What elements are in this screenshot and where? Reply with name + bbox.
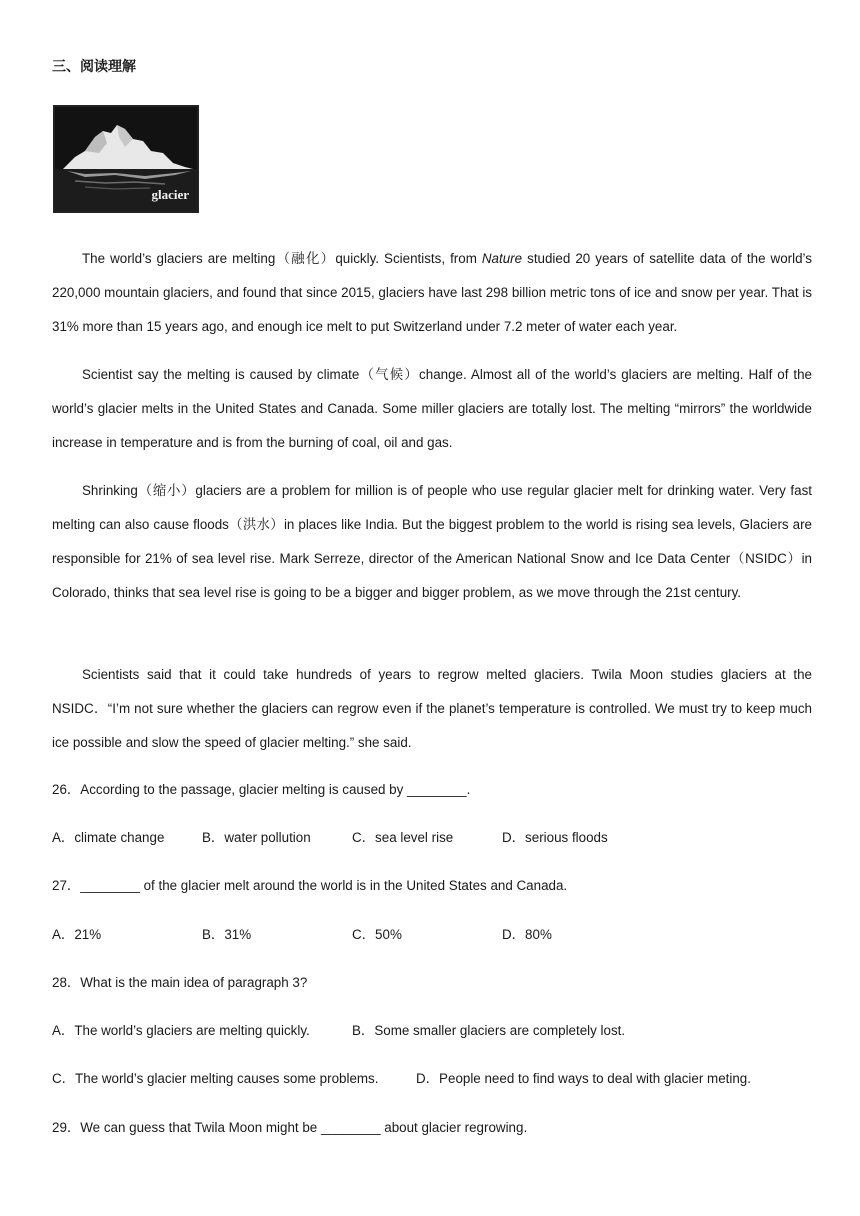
option-c: C．The world’s glacier melting causes some problems. [52,1071,379,1086]
journal-name: Nature [481,251,523,266]
option-d: D．80% [502,927,552,942]
question-28: 28．What is the main idea of paragraph 3? [52,975,308,990]
question-29: 29．We can guess that Twila Moon might be ________ about glacier regrowing. [52,1120,528,1135]
option-b: B．31% [202,927,252,942]
paragraph-1-after: studied 20 years of satellite data of the world’s 220,000 mountain glaciers, and found that since 2015, glaciers have last 298 billion metric tons of ice and snow per year. That is 31% more than 15 years ago, and enough ice melt to put Switzerland under 7.2 meter of water each year. [52,251,812,334]
option-b: B．water pollution [202,830,311,845]
option-b: B．Some smaller glaciers are completely lost. [352,1023,626,1038]
image-caption: glacier [151,187,189,202]
paragraph-4: Scientists said that it could take hundreds of years to regrow melted glaciers. Twila Moon studies glaciers at the NSIDC．“I’m not sure whether the glaciers can regrow even if the planet’s temperature is controlled. We must try to keep much ice possible and slow the speed of glacier melting.” she said. [52,667,812,750]
question-27: 27．________ of the glacier melt around the world is in the United States and Canada. [52,878,568,893]
option-d: D．People need to find ways to deal with glacier meting. [416,1071,751,1086]
option-a: A．The world’s glaciers are melting quickly. [52,1023,310,1038]
option-d: D．serious floods [502,830,608,845]
option-a: A．21% [52,927,102,942]
option-a: A．climate change [52,830,165,845]
question-26: 26．According to the passage, glacier melting is caused by ________. [52,782,471,797]
glacier-image [53,105,199,213]
option-c: C．50% [352,927,402,942]
paragraph-2: Scientist say the melting is caused by climate（气候）change. Almost all of the world’s glaciers are melting. Half of the world’s glacier melts in the United States and Canada. Some miller glaciers are totally lost. The melting “mirrors” the worldwide increase in temperature and is from the burning of coal, oil and gas. [52,367,812,450]
section-title: 三、阅读理解 [52,58,136,74]
paragraph-1-before: The world’s glaciers are melting（融化）quickly. Scientists, from [82,251,482,266]
option-c: C．sea level rise [352,830,454,845]
paragraph-1 [52,242,812,344]
paragraph-3: Shrinking（缩小）glaciers are a problem for million is of people who use regular glacier melt for drinking water. Very fast melting can also cause floods（洪水）in places like India. But the biggest problem to the world is rising sea levels, Glaciers are responsible for 21% of sea level rise. Mark Serreze, director of the American National Snow and Ice Data Center（NSIDC）in Colorado, thinks that sea level rise is going to be a bigger and bigger problem, as we move through the 21st century. [52,483,812,600]
